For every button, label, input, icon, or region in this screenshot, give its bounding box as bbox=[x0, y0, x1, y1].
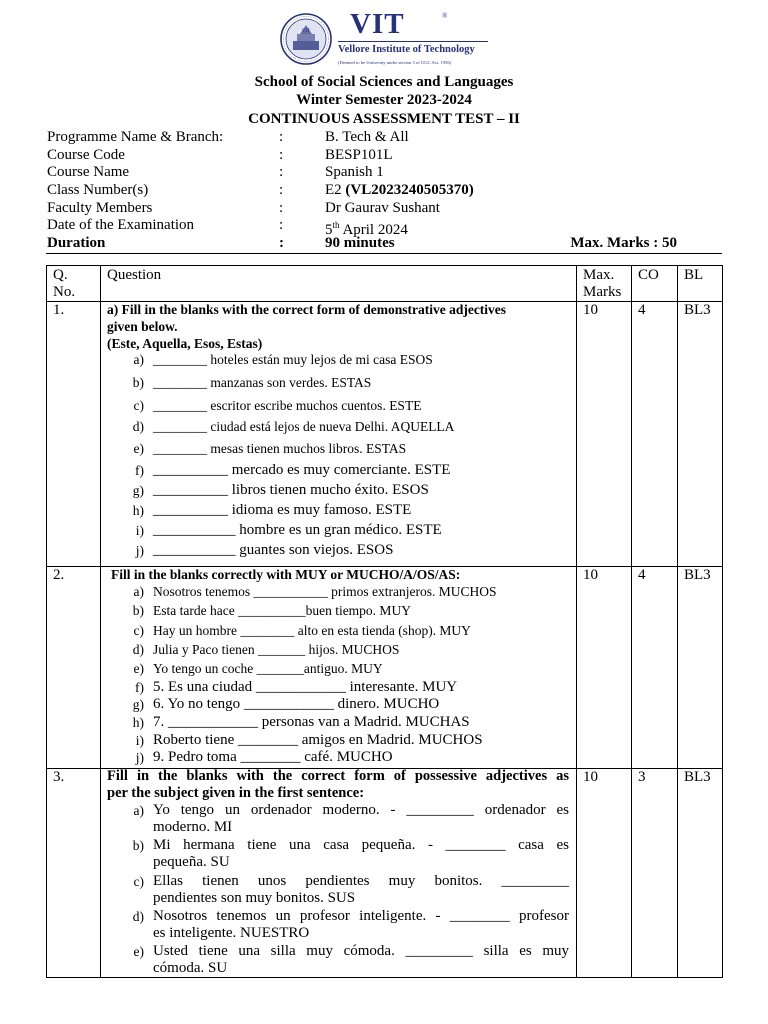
item-text: __________ mercado es muy comerciante. ESTE bbox=[153, 462, 451, 478]
item-text: Ellas tienen unos pendientes muy bonitos. _________ bbox=[153, 873, 569, 889]
class-code: E2 bbox=[325, 182, 346, 198]
item-text: ___________ hombre es un gran médico. ESTE bbox=[153, 522, 442, 538]
institute-name: Vellore Institute of Technology bbox=[338, 44, 475, 55]
item-marker: i) bbox=[135, 733, 144, 748]
item-text: Yo tengo un ordenador moderno. - _________ ordenador es bbox=[153, 802, 569, 818]
item-marker: b) bbox=[132, 375, 144, 390]
item-text: ________ hoteles están muy lejos de mi casa ESOS bbox=[153, 352, 433, 367]
item-marker: b) bbox=[132, 603, 144, 618]
item-marker: f) bbox=[135, 463, 144, 478]
item-text: Hay un hombre ________ alto en esta tienda (shop). MUY bbox=[153, 623, 471, 638]
institute-tagline: (Deemed to be University under section 3 of UGC Act, 1956) bbox=[338, 60, 452, 65]
item-marker: c) bbox=[133, 398, 144, 413]
item-marker: h) bbox=[132, 503, 144, 518]
separator: : bbox=[279, 164, 284, 180]
item-marker: i) bbox=[135, 523, 144, 538]
class-value bbox=[325, 182, 474, 199]
item-text: __________ idioma es muy famoso. ESTE bbox=[153, 502, 412, 518]
item-marker: a) bbox=[133, 352, 144, 367]
semester: Winter Semester 2023-2024 bbox=[296, 92, 472, 108]
question-header: Question bbox=[107, 267, 162, 283]
school-name: School of Social Sciences and Languages bbox=[254, 74, 514, 90]
class-label: Class Number(s) bbox=[47, 182, 149, 198]
separator: : bbox=[279, 217, 284, 233]
institution-logo bbox=[280, 10, 490, 70]
item-text: Usted tiene una silla muy cómoda. _________ silla es muy bbox=[153, 943, 569, 959]
info-row-course-name bbox=[47, 164, 723, 181]
col-divider bbox=[631, 266, 632, 977]
item-text: Yo tengo un coche _______antiguo. MUY bbox=[153, 661, 383, 676]
item-text: Nosotros tenemos un profesor inteligente. - ________ profesor bbox=[153, 908, 569, 924]
course-code-value: BESP101L bbox=[325, 147, 393, 163]
item-text: 6. Yo no tengo ____________ dinero. MUCHO bbox=[153, 696, 440, 712]
item-text: Julia y Paco tienen _______ hijos. MUCHOS bbox=[153, 642, 400, 657]
info-row-class bbox=[47, 182, 723, 199]
item-text: ________ mesas tienen muchos libros. ESTAS bbox=[153, 441, 407, 456]
bl-header: BL bbox=[684, 267, 704, 283]
question-marks: 10 bbox=[583, 302, 598, 318]
item-marker: g) bbox=[132, 697, 144, 712]
exam-title: CONTINUOUS ASSESSMENT TEST – II bbox=[248, 111, 520, 127]
item-marker: c) bbox=[133, 874, 144, 889]
item-marker: e) bbox=[133, 944, 144, 959]
separator: : bbox=[279, 129, 284, 145]
info-row-date bbox=[47, 217, 723, 238]
date-label: Date of the Examination bbox=[47, 217, 195, 233]
question-bl: BL3 bbox=[684, 769, 711, 785]
separator: : bbox=[279, 147, 284, 163]
item-text: 7. ____________ personas van a Madrid. MUCHAS bbox=[153, 714, 470, 730]
marks-header-2: Marks bbox=[583, 284, 622, 300]
item-text: Mi hermana tiene una casa pequeña. - ________ casa es bbox=[153, 837, 569, 853]
item-marker: c) bbox=[133, 623, 144, 638]
date-rest: April 2024 bbox=[339, 222, 408, 238]
item-text: ________ ciudad está lejos de nueva Delhi. AQUELLA bbox=[153, 419, 455, 434]
question-title: Fill in the blanks correctly with MUY or MUCHO/A/OS/AS: bbox=[111, 567, 461, 582]
programme-label: Programme Name & Branch: bbox=[47, 129, 224, 145]
logo-divider bbox=[338, 41, 488, 42]
seal-text: VIT bbox=[301, 29, 311, 34]
course-code-label: Course Code bbox=[47, 147, 125, 163]
class-number: (VL2023240505370) bbox=[345, 182, 474, 198]
col-divider bbox=[100, 266, 101, 977]
question-options: (Este, Aquella, Esos, Estas) bbox=[107, 336, 263, 351]
question-marks: 10 bbox=[583, 769, 598, 785]
item-marker: f) bbox=[135, 680, 144, 695]
question-bl: BL3 bbox=[684, 567, 711, 583]
col-divider bbox=[677, 266, 678, 977]
faculty-label: Faculty Members bbox=[47, 200, 153, 216]
item-text-cont: pequeña. SU bbox=[153, 854, 230, 870]
separator: : bbox=[279, 182, 284, 198]
vit-seal-icon bbox=[280, 13, 332, 65]
question-title-2: per the subject given in the first sentence: bbox=[107, 785, 365, 801]
co-header: CO bbox=[638, 267, 659, 283]
question-title-2: given below. bbox=[107, 319, 178, 334]
item-text: Nosotros tenemos ___________ primos extranjeros. MUCHOS bbox=[153, 584, 497, 599]
item-marker: j) bbox=[135, 543, 144, 558]
registered-mark: ® bbox=[442, 12, 448, 20]
question-marks: 10 bbox=[583, 567, 598, 583]
item-text: ___________ guantes son viejos. ESOS bbox=[153, 542, 394, 558]
item-text: 9. Pedro toma ________ café. MUCHO bbox=[153, 749, 393, 765]
item-text-cont: moderno. MI bbox=[153, 819, 233, 835]
item-text: 5. Es una ciudad ____________ interesante. MUY bbox=[153, 679, 458, 695]
date-day: 5 bbox=[325, 222, 333, 238]
course-name-label: Course Name bbox=[47, 164, 130, 180]
item-text-cont: es inteligente. NUESTRO bbox=[153, 925, 310, 941]
item-marker: g) bbox=[132, 483, 144, 498]
separator: : bbox=[279, 235, 284, 251]
info-row-faculty bbox=[47, 200, 723, 217]
info-row-duration bbox=[47, 235, 723, 252]
item-text: ________ manzanas son verdes. ESTAS bbox=[153, 375, 372, 390]
question-title-line: Fill in the blanks with the correct form of possessive adjectives as bbox=[107, 768, 569, 784]
item-marker: j) bbox=[135, 750, 144, 765]
item-marker: a) bbox=[133, 803, 144, 818]
marks-header: Max. bbox=[583, 267, 615, 283]
date-ordinal: th bbox=[332, 220, 340, 230]
item-text: ________ escritor escribe muchos cuentos. ESTE bbox=[153, 398, 422, 413]
item-text-cont: pendientes son muy bonitos. SUS bbox=[153, 890, 356, 906]
info-row-programme bbox=[47, 129, 723, 146]
duration-value: 90 minutes bbox=[325, 235, 395, 251]
item-marker: d) bbox=[132, 909, 144, 924]
question-co: 4 bbox=[638, 567, 646, 583]
header-rule bbox=[46, 253, 722, 254]
question-title bbox=[107, 768, 569, 785]
item-marker: d) bbox=[132, 419, 144, 434]
item-text-cont: cómoda. SU bbox=[153, 960, 228, 976]
item-marker: h) bbox=[132, 715, 144, 730]
faculty-value: Dr Gaurav Sushant bbox=[325, 200, 440, 216]
item-marker: e) bbox=[133, 441, 144, 456]
item-text: Roberto tiene ________ amigos en Madrid. MUCHOS bbox=[153, 732, 483, 748]
question-co: 4 bbox=[638, 302, 646, 318]
item-marker: b) bbox=[132, 838, 144, 853]
info-row-course-code bbox=[47, 147, 723, 164]
item-marker: e) bbox=[133, 661, 144, 676]
question-number: 2. bbox=[53, 567, 65, 583]
item-text: Esta tarde hace __________buen tiempo. MUY bbox=[153, 603, 411, 618]
col-divider bbox=[576, 266, 577, 977]
item-text: __________ libros tienen mucho éxito. ESOS bbox=[153, 482, 429, 498]
question-number: 1. bbox=[53, 302, 65, 318]
separator: : bbox=[279, 200, 284, 216]
question-title: a) Fill in the blanks with the correct form of demonstrative adjectives bbox=[107, 302, 507, 317]
question-bl: BL3 bbox=[684, 302, 711, 318]
max-marks: Max. Marks : 50 bbox=[570, 235, 677, 251]
question-number: 3. bbox=[53, 769, 65, 785]
item-marker: d) bbox=[132, 642, 144, 657]
course-name-value: Spanish 1 bbox=[325, 164, 384, 180]
programme-value: B. Tech & All bbox=[325, 129, 409, 145]
qno-header-2: No. bbox=[53, 284, 76, 300]
item-marker: a) bbox=[133, 584, 144, 599]
duration-label: Duration bbox=[47, 235, 106, 251]
question-co: 3 bbox=[638, 769, 646, 785]
qno-header: Q. bbox=[53, 267, 68, 283]
vit-wordmark: VIT bbox=[350, 8, 405, 40]
